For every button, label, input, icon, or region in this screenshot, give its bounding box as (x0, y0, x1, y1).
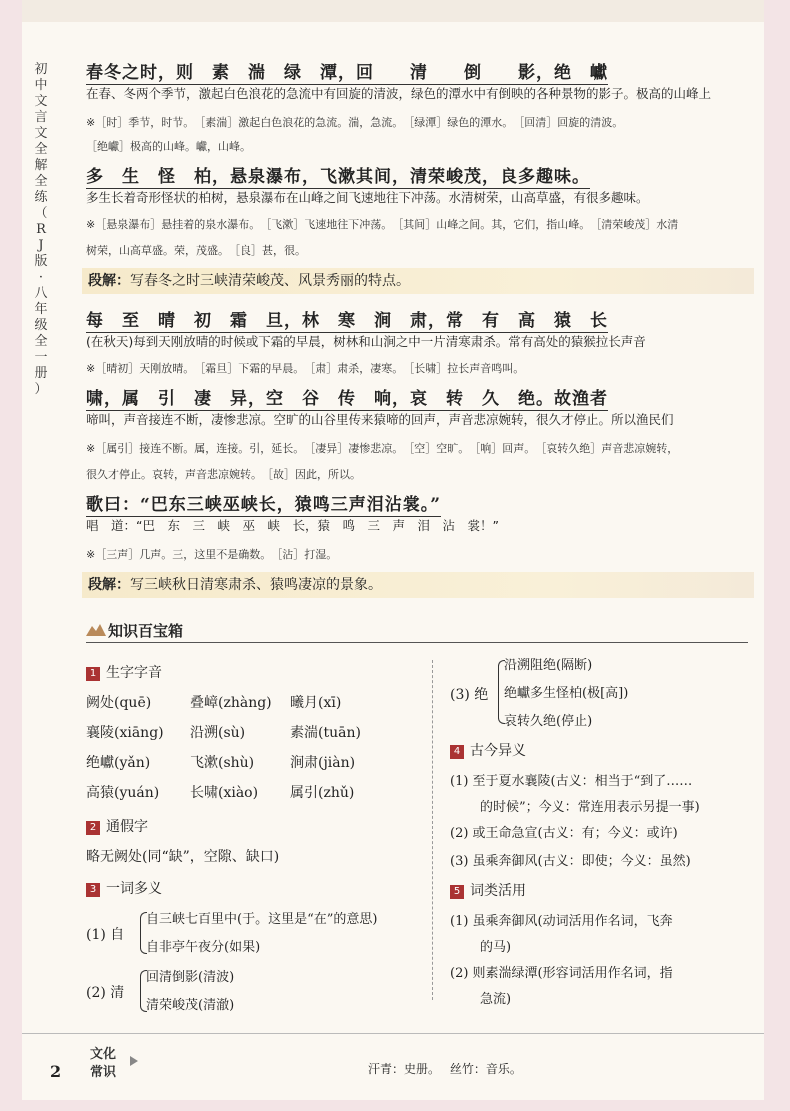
side-title-char: J (38, 238, 44, 253)
side-title-char: 全 (34, 142, 48, 157)
paragraph-summary-1: 段解：写春冬之时三峡清荣峻茂、风景秀丽的特点。 (82, 268, 754, 294)
side-title-char: 文 (34, 126, 48, 141)
side-title-char: 八 (34, 286, 48, 301)
side-title-char: 文 (34, 94, 48, 109)
polysemy-1b: 自非亭午夜分(如果) (146, 940, 261, 955)
side-title-char: · (38, 270, 44, 285)
side-title-char: 一 (34, 350, 48, 365)
culture-label: 文化 常识 (90, 1047, 117, 1080)
gujin-1a: (1) 至于夏水襄陵(古义：相当于“到了…… (450, 774, 693, 789)
side-title-char: ） (34, 382, 48, 397)
side-title-char: 初 (34, 62, 48, 77)
side-title-char: 全 (34, 334, 48, 349)
polysemy-3a: 沿溯阻绝(隔断) (504, 658, 593, 673)
polysemy-1-label: (1) 自 (86, 927, 125, 943)
section-1-heading: 1 生字字音 (86, 662, 162, 682)
translation-5: 唱 道：“巴 东 三 峡 巫 峡 长，猿 鸣 三 声 泪 沾 裳！” (86, 518, 499, 533)
word-2-1: 飞漱(shù) (190, 755, 255, 771)
mountain-icon (86, 622, 106, 636)
original-text-1: 春冬之时，则 素 湍 绿 潭，回 清 倒 影，绝 巘 (86, 63, 608, 83)
word-3-1: 长啸(xiào) (190, 785, 259, 801)
translation-3: (在秋天)每到天刚放晴的时候或下霜的早晨，树林和山涧之中一片清寒肃杀。常有高处的猿猴拉长声音 (86, 334, 646, 349)
side-title-char: 全 (34, 174, 48, 189)
section-2-heading: 2 通假字 (86, 816, 148, 836)
huoyong-1b: 的马) (480, 940, 512, 955)
section-5-heading: 5 词类活用 (450, 880, 526, 900)
note-5a: ※［三声］几声。三，这里不是确数。 ［沾］打湿。 (86, 548, 338, 561)
note-3a: ※［晴初］天刚放晴。 ［霜旦］下霜的早晨。 ［肃］肃杀，凄寒。 ［长啸］拉长声音鸣叫。 (86, 362, 525, 375)
gujin-3: (3) 虽乘奔御风(古义：即使；今义：虽然) (450, 854, 691, 869)
word-3-0: 高猿(yuán) (86, 785, 160, 801)
side-title-char: 解 (34, 158, 48, 173)
knowledge-title-text: 知识百宝箱 (108, 622, 184, 640)
top-band (22, 0, 764, 22)
tongjia-item: 略无阙处(同“缺”，空隙、缺口) (86, 849, 280, 865)
side-title-char: R (36, 222, 46, 237)
side-title-char: 中 (34, 78, 48, 93)
huoyong-2a: (2) 则素湍绿潭(形容词活用作名词，指 (450, 966, 673, 981)
section-4-heading: 4 古今异义 (450, 740, 526, 760)
page-number: 2 (50, 1062, 62, 1081)
textbook-page (22, 0, 764, 1100)
translation-1: 在春、冬两个季节，激起白色浪花的急流中有回旋的清波，绿色的潭水中有倒映的各种景物的影子。极高的山峰上 (86, 86, 712, 101)
word-0-1: 叠嶂(zhàng) (190, 695, 272, 711)
paragraph-summary-2: 段解：写三峡秋日清寒肃杀、猿鸣凄凉的景象。 (82, 572, 754, 598)
word-1-2: 素湍(tuān) (290, 725, 361, 741)
polysemy-2-label: (2) 清 (86, 985, 125, 1001)
note-4a: ※［属引］接连不断。属，连接。引，延长。 ［凄异］凄惨悲凉。 ［空］空旷。 ［响］回声。 ［哀转久绝］声音悲凉婉转， (86, 442, 679, 455)
side-title-char: 级 (34, 318, 48, 333)
side-title-char: （ (34, 206, 48, 221)
huoyong-2b: 急流) (480, 992, 512, 1007)
word-3-2: 属引(zhǔ) (290, 785, 355, 801)
note-4b: 很久才停止。哀转，声音悲凉婉转。 ［故］因此，所以。 (86, 468, 361, 481)
arrow-icon (130, 1056, 138, 1066)
polysemy-1a: 自三峡七百里中(于。这里是“在”的意思) (146, 912, 378, 927)
side-title-char: 年 (34, 302, 48, 317)
polysemy-3c: 哀转久绝(停止) (504, 714, 593, 729)
note-1b: ［绝巘］极高的山峰。巘，山峰。 (86, 140, 251, 153)
polysemy-2b: 清荣峻茂(清澈) (146, 998, 235, 1013)
note-1a: ※［时］季节，时节。 ［素湍］激起白色浪花的急流。湍，急流。 ［绿潭］绿色的潭水。 ［回清］回旋的清波。 (86, 116, 624, 129)
original-text-2: 多 生 怪 柏，悬泉瀑布，飞漱其间，清荣峻茂，良多趣味。 (86, 167, 590, 187)
culture-gloss: 汗青：史册。 丝竹：音乐。 (368, 1062, 522, 1076)
page-footer (22, 1033, 764, 1094)
word-2-2: 涧肃(jiàn) (290, 755, 356, 771)
section-3-heading: 3 一词多义 (86, 878, 162, 898)
word-1-1: 沿溯(sù) (190, 725, 246, 741)
polysemy-3-label: (3) 绝 (450, 687, 489, 703)
knowledge-box-title (86, 618, 748, 643)
note-2b: 树荣，山高草盛。荣，茂盛。 ［良］甚，很。 (86, 244, 306, 257)
word-0-0: 阙处(quē) (86, 695, 152, 711)
side-title-char: 版 (34, 254, 48, 269)
word-2-0: 绝巘(yǎn) (86, 755, 151, 771)
translation-4: 啼叫，声音接连不断，凄惨悲凉。空旷的山谷里传来猿啼的回声，声音悲凉婉转，很久才停止。所以渔民们 (86, 412, 674, 427)
note-2a: ※［悬泉瀑布］悬挂着的泉水瀑布。 ［飞漱］飞速地往下冲荡。 ［其间］山峰之间。其，它们，指山峰。 ［清荣峻茂］水清 (86, 218, 679, 231)
polysemy-3b: 绝巘多生怪柏(极[高]) (504, 686, 629, 701)
huoyong-1a: (1) 虽乘奔御风(动词活用作名词，飞奔 (450, 914, 673, 929)
original-text-5: 歌曰：“巴东三峡巫峡长，猿鸣三声泪沾裳。” (86, 495, 442, 515)
side-title-char: 言 (34, 110, 48, 125)
original-text-4: 啸，属 引 凄 异，空 谷 传 响，哀 转 久 绝。故渔者 (86, 389, 608, 409)
word-1-0: 襄陵(xiāng) (86, 725, 164, 741)
translation-2: 多生长着奇形怪状的柏树，悬泉瀑布在山峰之间飞速地往下冲荡。水清树荣，山高草盛，有很多趣味。 (86, 190, 649, 205)
original-text-3: 每 至 晴 初 霜 旦，林 寒 涧 肃，常 有 高 猿 长 (86, 311, 608, 331)
gujin-2: (2) 或王命急宣(古义：有；今义：或许) (450, 826, 678, 841)
gujin-1b: 的时候”；今义：常连用表示另提一事) (480, 800, 700, 815)
polysemy-2a: 回清倒影(清波) (146, 970, 235, 985)
side-title-char: 册 (34, 366, 48, 381)
side-title (26, 62, 56, 398)
column-divider (432, 660, 433, 1000)
side-title-char: 练 (34, 190, 48, 205)
word-0-2: 曦月(xī) (290, 695, 342, 711)
